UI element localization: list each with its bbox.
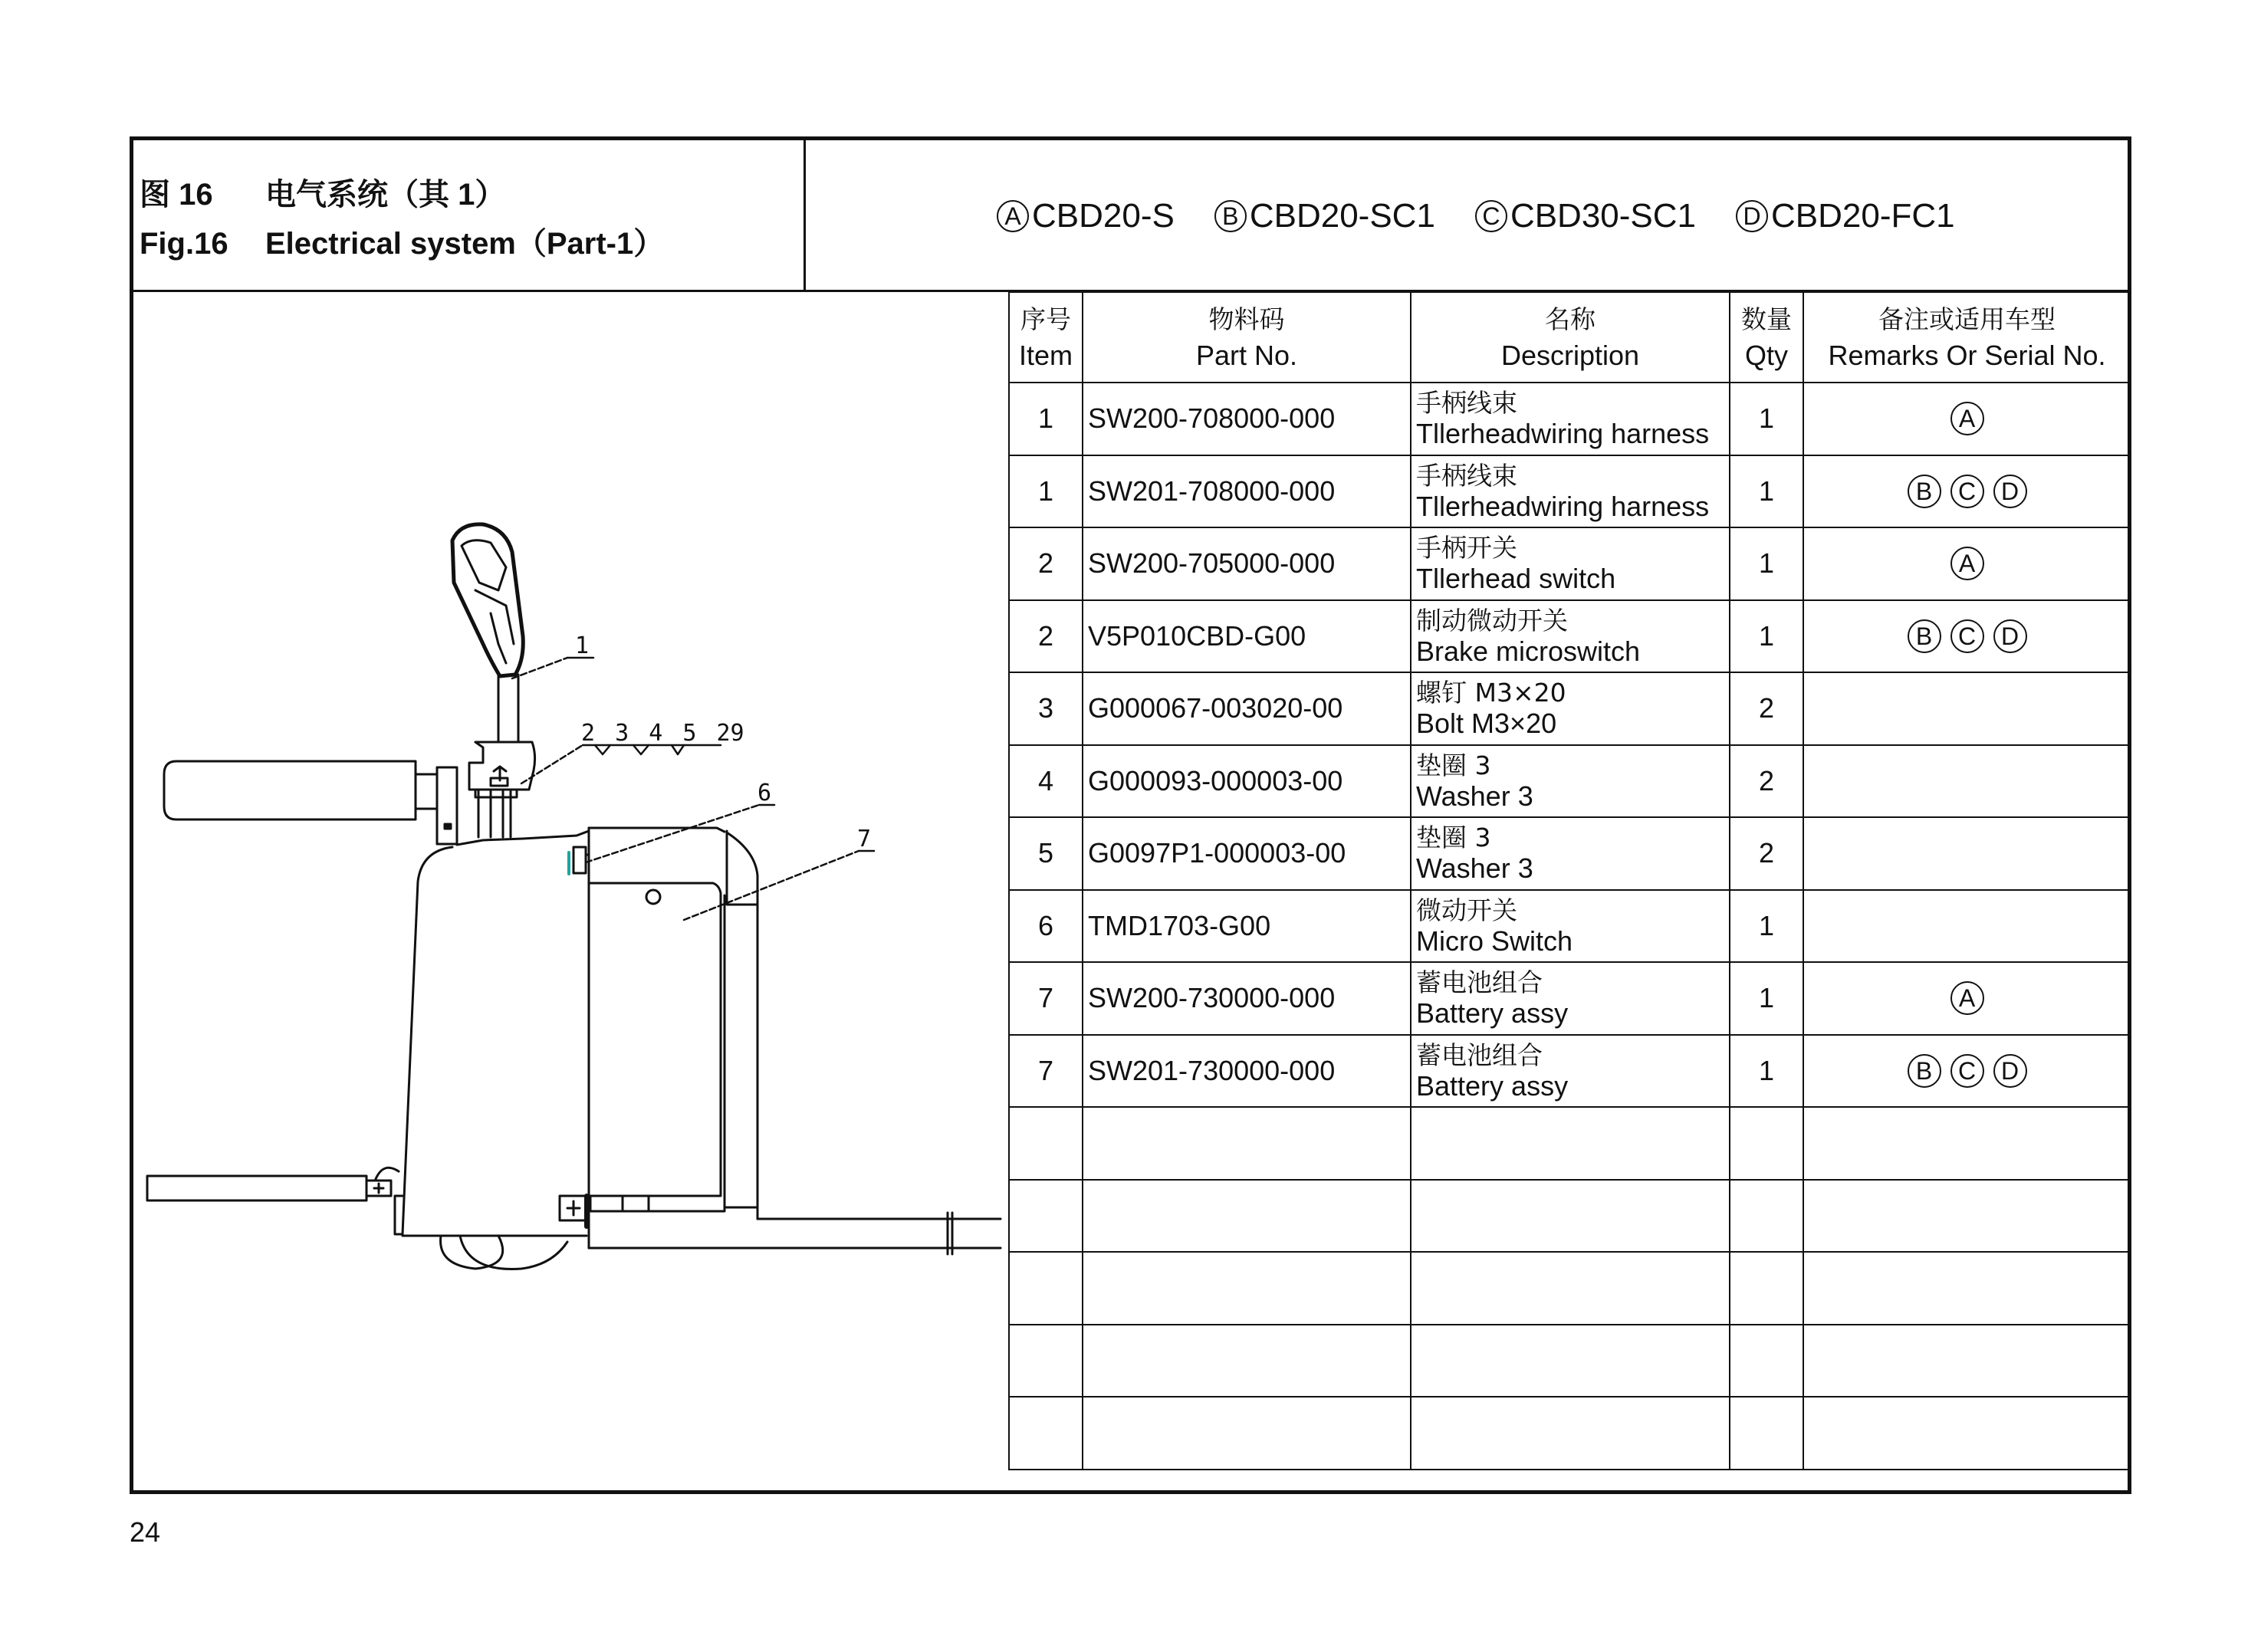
table-row (1009, 1397, 2131, 1470)
description-zh: 制动微动开关 (1416, 605, 1568, 636)
table-row (1009, 455, 2131, 528)
circled-letter-icon: A (1950, 402, 1984, 435)
description-en: Battery assy (1416, 1069, 1569, 1102)
cell-item: 7 (1009, 962, 1083, 1035)
callout-2-3-4-5-29: 2 3 4 5 29 (581, 720, 744, 747)
description-en: Tllerhead switch (1416, 563, 1616, 595)
circled-letter-icon: B (1908, 1054, 1941, 1088)
table-row (1009, 962, 2131, 1035)
circled-letter-icon: C (1950, 619, 1984, 653)
table-header-row (1009, 292, 2131, 383)
callout-1: 1 (575, 632, 590, 659)
cell-remarks (1803, 1325, 2131, 1397)
description-zh: 垫圈 3 (1416, 750, 1491, 780)
table-row (1009, 817, 2131, 890)
cell-item: 1 (1009, 383, 1083, 455)
circled-letter-icon: D (1736, 200, 1768, 232)
cell-remarks (1803, 817, 2131, 890)
cell-part-no (1083, 1397, 1411, 1470)
cell-description (1411, 1035, 1730, 1108)
table-row (1009, 1252, 2131, 1325)
model-name: CBD20-FC1 (1771, 197, 1955, 235)
cell-part-no (1083, 1180, 1411, 1253)
description-en: Tllerheadwiring harness (1416, 418, 1710, 450)
cell-remarks (1803, 1252, 2131, 1325)
cell-qty: 1 (1730, 600, 1803, 673)
cell-description (1411, 745, 1730, 818)
cell-qty (1730, 1180, 1803, 1253)
description-zh: 手柄开关 (1416, 533, 1517, 563)
circled-letter-icon: D (1993, 1054, 2027, 1088)
col-header-part-no: 物料码 Part No. (1083, 292, 1411, 383)
cell-remarks (1803, 527, 2131, 600)
cell-description (1411, 1107, 1730, 1180)
description-zh: 蓄电池组合 (1416, 967, 1543, 998)
leader-underlines (567, 658, 874, 851)
battery-box-drawing (560, 828, 1001, 1254)
cell-description (1411, 383, 1730, 455)
cell-qty: 1 (1730, 383, 1803, 455)
cell-qty: 2 (1730, 817, 1803, 890)
cell-part-no (1083, 1252, 1411, 1325)
cell-part-no: G000093-000003-00 (1083, 745, 1411, 818)
cell-remarks (1803, 745, 2131, 818)
description-en: Micro Switch (1416, 925, 1573, 957)
cell-remarks (1803, 455, 2131, 528)
model-c (1475, 193, 1696, 239)
cell-qty: 1 (1730, 455, 1803, 528)
cell-part-no: G000067-003020-00 (1083, 672, 1411, 745)
cell-remarks (1803, 1107, 2131, 1180)
cell-part-no (1083, 1107, 1411, 1180)
col-header-qty: 数量 Qty (1730, 292, 1803, 383)
table-row (1009, 1325, 2131, 1397)
description-zh: 手柄线束 (1416, 388, 1517, 419)
page-number: 24 (130, 1516, 161, 1548)
description-en: Battery assy (1416, 997, 1569, 1030)
model-b (1214, 193, 1435, 239)
parts-table (1008, 291, 2131, 1470)
title-zh (140, 170, 664, 219)
electrical-system-drawing (133, 294, 1007, 1490)
cell-item: 7 (1009, 1035, 1083, 1108)
cell-description (1411, 890, 1730, 963)
cell-part-no: G0097P1-000003-00 (1083, 817, 1411, 890)
cell-part-no: TMD1703-G00 (1083, 890, 1411, 963)
cell-qty (1730, 1325, 1803, 1397)
cell-qty: 1 (1730, 890, 1803, 963)
description-en: Washer 3 (1416, 780, 1533, 812)
cell-qty: 1 (1730, 1035, 1803, 1108)
cell-item: 4 (1009, 745, 1083, 818)
cell-remarks (1803, 1180, 2131, 1253)
cell-remarks (1803, 672, 2131, 745)
figure-caption-en: Electrical system（Part-1） (265, 227, 665, 261)
cell-qty (1730, 1397, 1803, 1470)
circled-letter-icon: D (1993, 619, 2027, 653)
cell-remarks (1803, 1397, 2131, 1470)
table-row (1009, 1107, 2131, 1180)
leader-lines (512, 658, 859, 920)
circled-letter-icon: B (1908, 475, 1941, 508)
cell-remarks (1803, 1035, 2131, 1108)
cell-qty (1730, 1107, 1803, 1180)
tiller-head-drawing (452, 524, 535, 837)
circled-letter-icon: A (997, 200, 1029, 232)
description-zh: 垫圈 3 (1416, 823, 1491, 853)
cell-description (1411, 817, 1730, 890)
description-en: Washer 3 (1416, 852, 1533, 885)
description-zh: 螺钉 M3×20 (1416, 678, 1566, 708)
cell-item: 2 (1009, 527, 1083, 600)
cell-part-no: SW201-708000-000 (1083, 455, 1411, 528)
description-zh: 微动开关 (1416, 895, 1517, 925)
cell-item: 3 (1009, 672, 1083, 745)
table-row (1009, 1180, 2131, 1253)
cell-part-no: V5P010CBD-G00 (1083, 600, 1411, 673)
cell-remarks (1803, 890, 2131, 963)
table-row (1009, 745, 2131, 818)
cell-remarks (1803, 962, 2131, 1035)
title-en (140, 219, 664, 268)
cell-part-no: SW200-730000-000 (1083, 962, 1411, 1035)
cell-description (1411, 962, 1730, 1035)
col-header-remarks: 备注或适用车型 Remarks Or Serial No. (1803, 292, 2131, 383)
model-a (997, 193, 1175, 239)
cell-qty (1730, 1252, 1803, 1325)
description-en: Bolt M3×20 (1416, 708, 1557, 740)
cell-item (1009, 1252, 1083, 1325)
cell-item: 6 (1009, 890, 1083, 963)
model-name: CBD20-S (1032, 197, 1175, 235)
cell-description (1411, 455, 1730, 528)
handle-bar-drawing (164, 761, 457, 844)
cell-qty: 2 (1730, 745, 1803, 818)
circled-letter-icon: C (1950, 475, 1984, 508)
table-row (1009, 600, 2131, 673)
col-header-item: 序号 Item (1009, 292, 1083, 383)
model-name: CBD20-SC1 (1249, 197, 1435, 235)
circled-letter-icon: B (1908, 619, 1941, 653)
figure-caption-zh: 电气系统（其 1） (265, 178, 506, 212)
cell-item: 5 (1009, 817, 1083, 890)
cell-remarks (1803, 383, 2131, 455)
cell-qty: 1 (1730, 962, 1803, 1035)
circled-letter-icon: D (1993, 475, 2027, 508)
description-zh: 蓄电池组合 (1416, 1039, 1543, 1070)
callout-6: 6 (758, 780, 772, 806)
cell-qty: 1 (1730, 527, 1803, 600)
cell-item: 1 (1009, 455, 1083, 528)
cell-item (1009, 1180, 1083, 1253)
header-divider-vertical (804, 136, 806, 291)
micro-switch-drawing (569, 847, 589, 874)
cell-description (1411, 1180, 1730, 1253)
circled-letter-icon: C (1475, 200, 1507, 232)
circled-letter-icon: A (1950, 981, 1984, 1015)
model-name: CBD30-SC1 (1510, 197, 1697, 235)
circled-letter-icon: B (1214, 200, 1247, 232)
circled-letter-icon: A (1950, 547, 1984, 580)
table-row (1009, 672, 2131, 745)
foot-pedal-drawing (147, 1168, 399, 1200)
model-d (1736, 193, 1955, 239)
col-header-description: 名称 Description (1411, 292, 1730, 383)
cell-item (1009, 1107, 1083, 1180)
cell-item (1009, 1397, 1083, 1470)
description-en: Brake microswitch (1416, 635, 1641, 667)
cell-item (1009, 1325, 1083, 1397)
cell-remarks (1803, 600, 2131, 673)
model-legend (997, 193, 1955, 239)
cell-qty: 2 (1730, 672, 1803, 745)
cell-part-no (1083, 1325, 1411, 1397)
cell-part-no: SW201-730000-000 (1083, 1035, 1411, 1108)
cell-part-no: SW200-708000-000 (1083, 383, 1411, 455)
description-en: Tllerheadwiring harness (1416, 490, 1710, 522)
cell-part-no: SW200-705000-000 (1083, 527, 1411, 600)
figure-number-zh: 图 16 (140, 178, 213, 212)
cell-description (1411, 1325, 1730, 1397)
callout-7: 7 (857, 826, 872, 852)
figure-number-en: Fig.16 (140, 227, 228, 261)
table-row (1009, 383, 2131, 455)
cell-description (1411, 1252, 1730, 1325)
cell-description (1411, 672, 1730, 745)
table-row (1009, 890, 2131, 963)
table-row (1009, 527, 2131, 600)
circled-letter-icon: C (1950, 1054, 1984, 1088)
cell-description (1411, 1397, 1730, 1470)
figure-title (140, 170, 664, 268)
cell-description (1411, 600, 1730, 673)
table-row (1009, 1035, 2131, 1108)
cell-description (1411, 527, 1730, 600)
description-zh: 手柄线束 (1416, 460, 1517, 491)
cell-item: 2 (1009, 600, 1083, 673)
